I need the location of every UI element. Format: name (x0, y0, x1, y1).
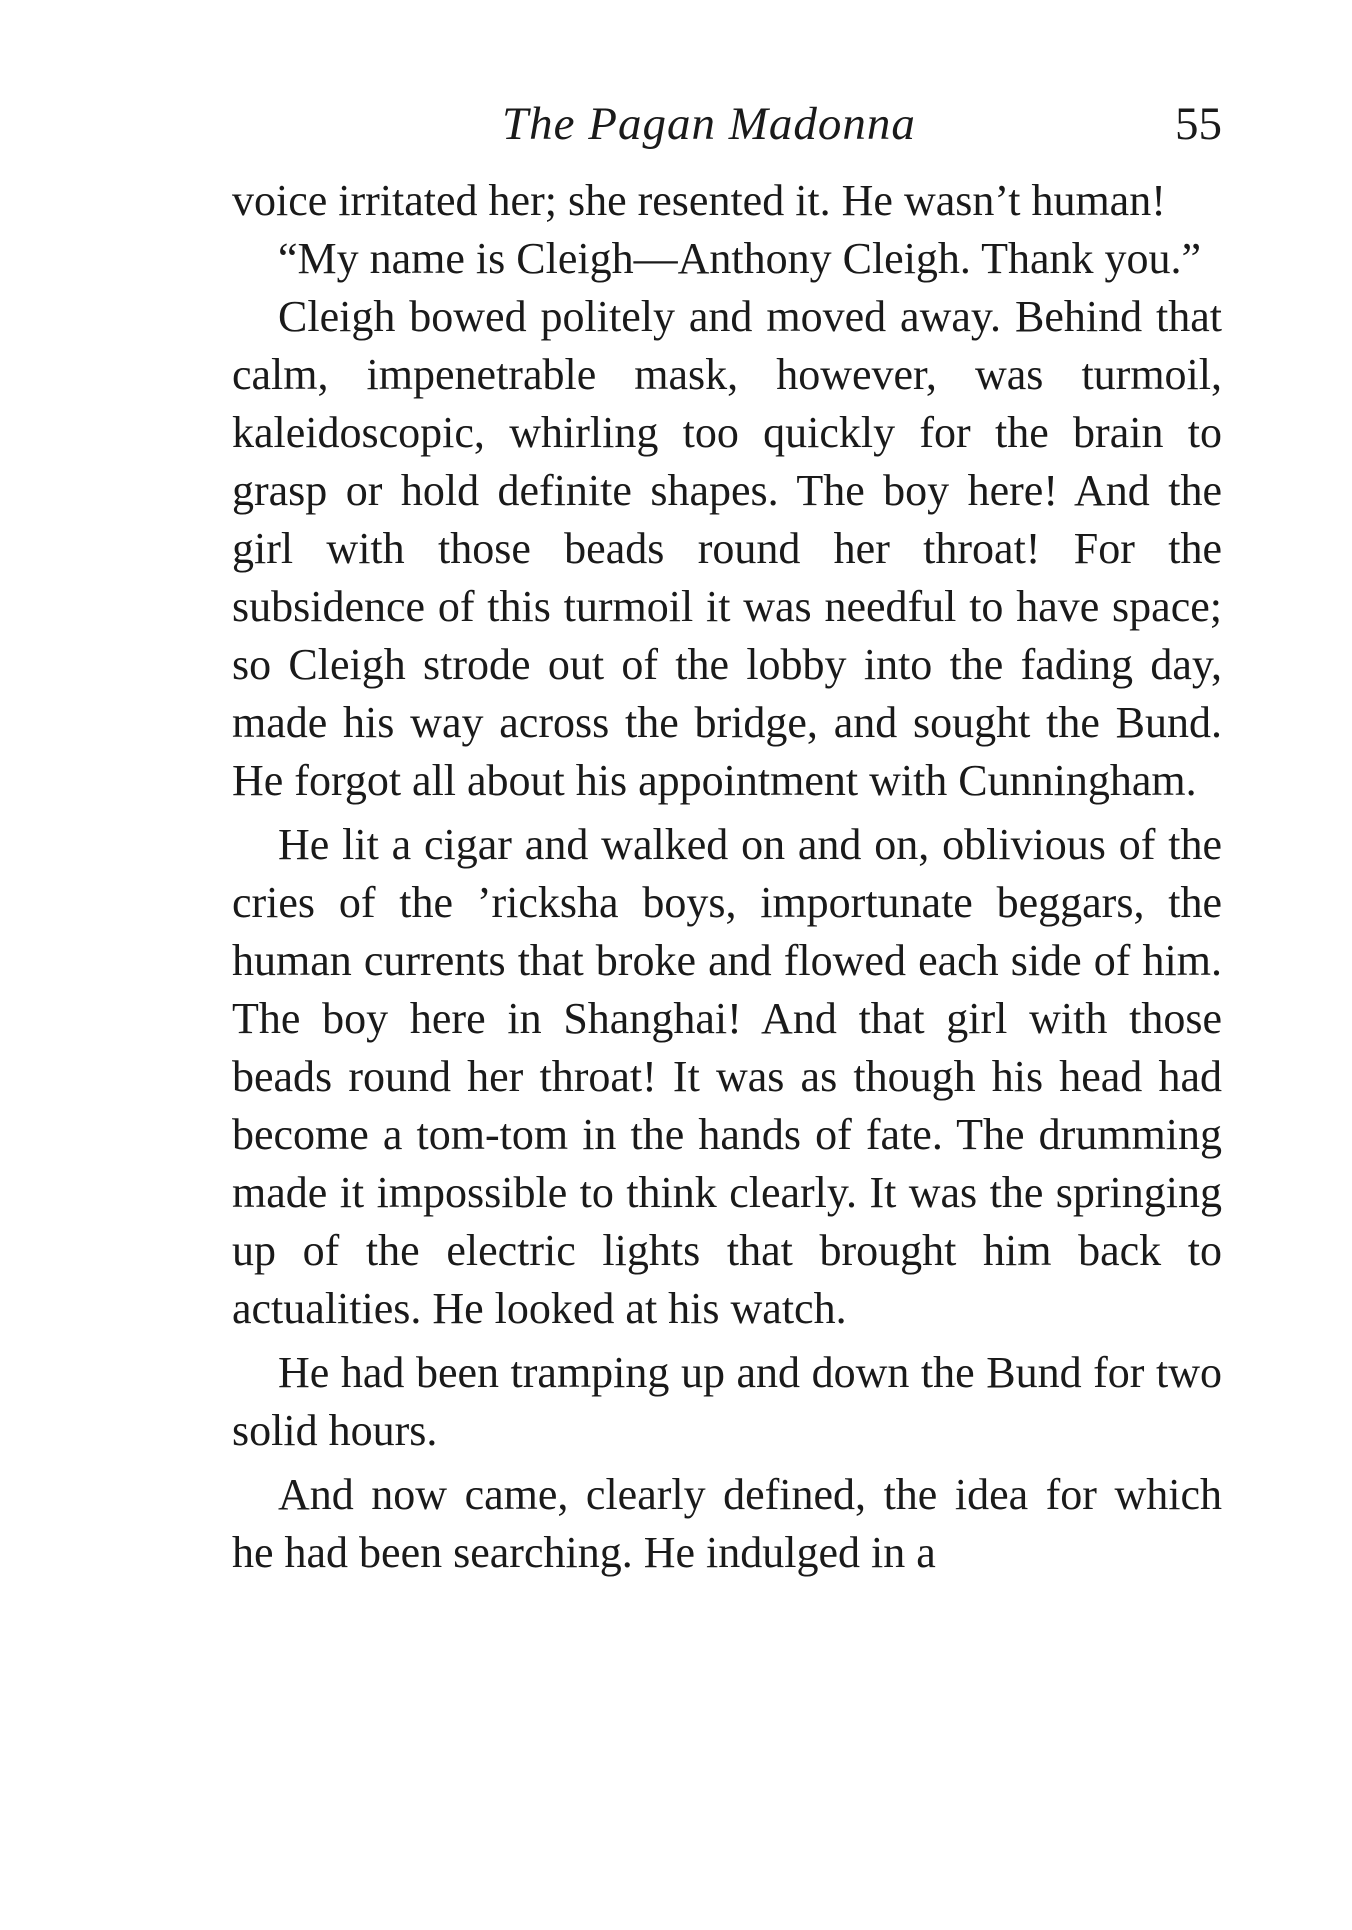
paragraph: He had been tramping up and down the Bund for two solid hours. (232, 1348, 1222, 1455)
running-title: The Pagan Madonna (502, 98, 916, 150)
body-text (232, 172, 1222, 1582)
paragraph: And now came, clearly defined, the idea for which he had been searching. He indulged in a (232, 1470, 1222, 1577)
page-number: 55 (1175, 98, 1222, 150)
paragraph: Cleigh bowed politely and moved away. Behind that calm, impenetrable mask, however, was turmoil, kaleidoscopic, whirling too quickly for the brain to grasp or hold definite shapes. The boy here! And the girl with those beads round her throat! For the subsidence of this turmoil it was needful to have space; so Cleigh strode out of the lobby into the fading day, made his way across the bridge, and sought the Bund. He forgot all about his appointment with Cunningham. (232, 292, 1222, 805)
paragraph: He lit a cigar and walked on and on, oblivious of the cries of the ’ricksha boys, importunate beggars, the human currents that broke and flowed each side of him. The boy here in Shanghai! And that girl with those beads round her throat! It was as though his head had become a tom-tom in the hands of fate. The drumming made it impossible to think clearly. It was the springing up of the electric lights that brought him back to actualities. He looked at his watch. (232, 820, 1222, 1333)
paragraph: “My name is Cleigh—Anthony Cleigh. Thank you.” (278, 234, 1202, 283)
paragraph: voice irritated her; she resented it. He wasn’t human! (232, 176, 1166, 225)
running-head (232, 92, 1222, 156)
